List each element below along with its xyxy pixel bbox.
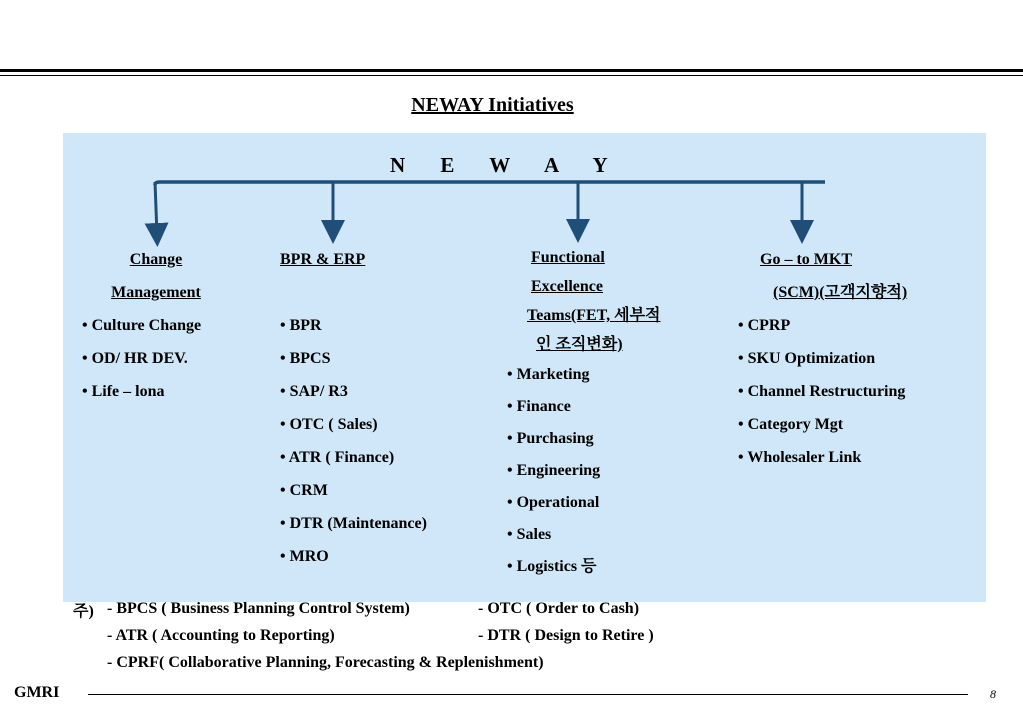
column-heading-line: 인 조직변화) xyxy=(536,336,623,353)
column-heading-line: Functional xyxy=(531,249,605,266)
footnote-otc: - OTC ( Order to Cash) xyxy=(478,600,640,617)
list-item: • OD/ HR DEV. xyxy=(82,350,188,367)
list-item: • DTR (Maintenance) xyxy=(280,515,427,532)
column-heading-line: (SCM)(고객지향적) xyxy=(773,284,908,301)
list-item: • Logistics 등 xyxy=(507,558,597,575)
footnote-bpcs: - BPCS ( Business Planning Control System) xyxy=(107,600,410,617)
column-heading-spacer xyxy=(280,276,427,309)
page-number: 8 xyxy=(990,687,996,701)
column-functional-excellence xyxy=(507,243,661,583)
footer-brand: GMRI xyxy=(14,684,60,701)
footnote-dtr: - DTR ( Design to Retire ) xyxy=(478,627,654,644)
list-item: • Operational xyxy=(507,494,600,511)
column-change-management xyxy=(82,243,230,408)
list-item: • Marketing xyxy=(507,366,590,383)
root-label: N E W A Y xyxy=(390,153,623,177)
column-heading-line: Teams(FET, 세부적 xyxy=(527,307,661,324)
list-item: • Channel Restructuring xyxy=(738,383,906,400)
footnote-cprf: - CPRF( Collaborative Planning, Forecasting & Replenishment) xyxy=(107,654,544,671)
connector-arrow-1 xyxy=(155,182,157,235)
column-heading-line: BPR & ERP xyxy=(280,251,366,268)
footnote-prefix: 주) xyxy=(73,603,94,620)
list-item: • Finance xyxy=(507,398,571,415)
footnote-atr: - ATR ( Accounting to Reporting) xyxy=(107,627,335,644)
page-title: NEWAY Initiatives xyxy=(411,94,574,116)
column-heading-line: Change xyxy=(129,251,183,268)
list-item: • Category Mgt xyxy=(738,416,844,433)
list-item: • Life – lona xyxy=(82,383,165,400)
list-item: • MRO xyxy=(280,548,329,565)
column-go-to-market xyxy=(738,243,907,474)
list-item: • BPCS xyxy=(280,350,331,367)
list-item: • SAP/ R3 xyxy=(280,383,348,400)
list-item: • SKU Optimization xyxy=(738,350,876,367)
list-item: • Wholesaler Link xyxy=(738,449,862,466)
list-item: • CRM xyxy=(280,482,328,499)
list-item: • Purchasing xyxy=(507,430,594,447)
list-item: • Culture Change xyxy=(82,317,202,334)
list-item: • Sales xyxy=(507,526,552,543)
list-item: • BPR xyxy=(280,317,322,334)
list-item: • ATR ( Finance) xyxy=(280,449,395,466)
column-heading-line: Excellence xyxy=(531,278,603,295)
footer-rule xyxy=(88,694,968,695)
list-item: • Engineering xyxy=(507,462,601,479)
connector-bar xyxy=(155,182,825,185)
list-item: • OTC ( Sales) xyxy=(280,416,378,433)
column-heading-line: Management xyxy=(111,284,201,301)
list-item: • CPRP xyxy=(738,317,791,334)
column-bpr-erp xyxy=(280,243,427,573)
column-heading-line: Go – to MKT xyxy=(760,251,852,268)
